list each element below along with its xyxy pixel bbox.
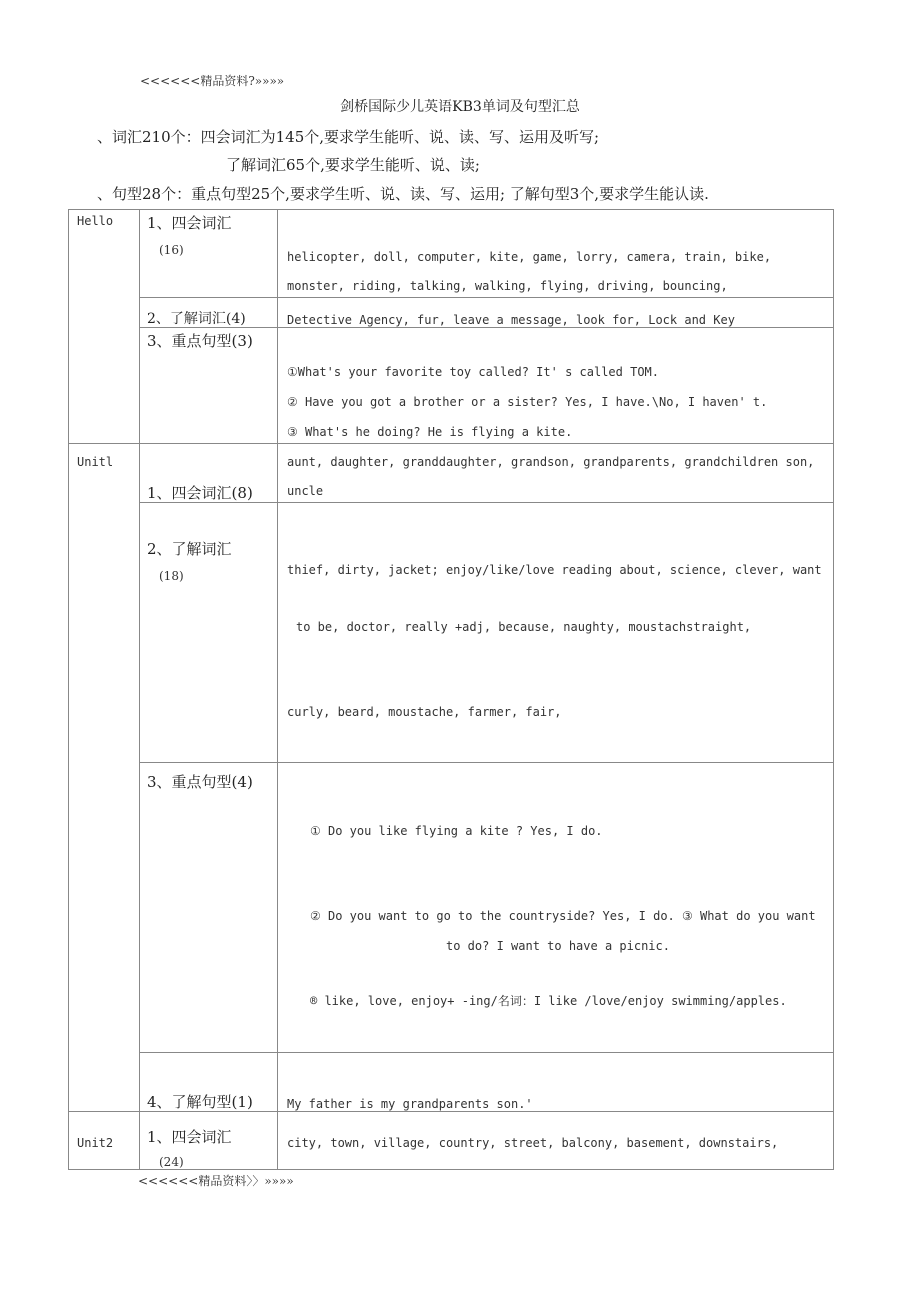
unit1-core-vocab-label: 1、四会词汇(8) <box>147 484 253 502</box>
page-footer: <<<<<<精品资料〉〉»»»» <box>138 1174 294 1188</box>
row-divider <box>139 762 834 763</box>
table-border-right <box>833 209 834 1170</box>
hello-core-vocab-text-1: helicopter, doll, computer, kite, game, lorry, camera, train, bike, <box>287 250 772 264</box>
unit1-known-vocab-label: 2、了解词汇 <box>147 540 232 558</box>
table-border-bottom <box>68 1169 834 1170</box>
hello-key-sentence-1: ①What's your favorite toy called? It' s called TOM. <box>287 365 659 379</box>
unit1-key-sentence-2: ② Do you want to go to the countryside? Yes, I do. ③ What do you want <box>310 909 816 923</box>
intro-sentence-line: 、句型28个：重点句型25个,要求学生听、说、读、写、运用; 了解句型3个,要求学生能认读. <box>97 185 709 203</box>
unit2-core-vocab-count: (24) <box>159 1155 184 1169</box>
table-divider-unit <box>139 209 140 1170</box>
table-divider-label <box>277 209 278 1170</box>
row-divider <box>139 297 834 298</box>
unit1-known-vocab-text-2: to be, doctor, really +adj, because, naughty, moustachstraight, <box>296 620 752 634</box>
hello-core-vocab-text-2: monster, riding, talking, walking, flying, driving, bouncing, <box>287 279 728 293</box>
table-border-top <box>68 209 834 210</box>
intro-known-vocab-line: 了解词汇65个,要求学生能听、说、读; <box>226 156 480 174</box>
unit1-key-sentence-3: ® like, love, enjoy+ -ing/名词：I like /love/enjoy swimming/apples. <box>310 994 787 1008</box>
unit1-key-sentence-1: ① Do you like flying a kite ? Yes, I do. <box>310 824 603 838</box>
unit1-key-sentence-label: 3、重点句型(4) <box>147 773 253 791</box>
unit2-core-vocab-text: city, town, village, country, street, balcony, basement, downstairs, <box>287 1136 779 1150</box>
hello-known-vocab-text: Detective Agency, fur, leave a message, look for, Lock and Key <box>287 313 735 327</box>
intro-vocab-line: 、词汇210个：四会词汇为145个,要求学生能听、说、读、写、运用及听写; <box>97 128 600 146</box>
hello-core-vocab-count: (16) <box>159 243 184 257</box>
unit1-known-vocab-text-1: thief, dirty, jacket; enjoy/like/love reading about, science, clever, want <box>287 563 822 577</box>
section-divider <box>68 443 834 444</box>
unit1-core-vocab-text-1: aunt, daughter, granddaughter, grandson, grandparents, grandchildren son, <box>287 455 815 469</box>
unit1-known-sentence-text: My father is my grandparents son.' <box>287 1097 533 1111</box>
hello-key-sentence-2: ② Have you got a brother or a sister? Yes, I have.\No, I haven' t. <box>287 395 768 409</box>
hello-core-vocab-label: 1、四会词汇 <box>147 214 232 232</box>
document-title: 剑桥国际少儿英语KB3单词及句型汇总 <box>340 99 580 115</box>
page-header: <<<<<<精品资料?»»»» <box>140 74 285 88</box>
unit1-key-sentence-2-cont: to do? I want to have a picnic. <box>446 939 670 953</box>
table-border-left <box>68 209 69 1170</box>
unit-label-unit1: Unitl <box>77 455 114 469</box>
row-divider <box>277 502 834 503</box>
unit1-known-vocab-text-3: curly, beard, moustache, farmer, fair, <box>287 705 562 719</box>
hello-key-sentence-label: 3、重点句型(3) <box>147 332 253 350</box>
unit1-known-sentence-label: 4、了解句型(1) <box>147 1093 253 1111</box>
row-divider <box>139 1052 834 1053</box>
hello-known-vocab-label: 2、了解词汇(4) <box>147 311 246 327</box>
unit-label-unit2: Unit2 <box>77 1136 114 1150</box>
hello-key-sentence-3: ③ What's he doing? He is flying a kite. <box>287 425 573 439</box>
unit2-core-vocab-label: 1、四会词汇 <box>147 1128 232 1146</box>
unit-label-hello: Hello <box>77 214 114 228</box>
unit1-known-vocab-count: (18) <box>159 569 184 583</box>
unit1-core-vocab-text-2: uncle <box>287 484 324 498</box>
